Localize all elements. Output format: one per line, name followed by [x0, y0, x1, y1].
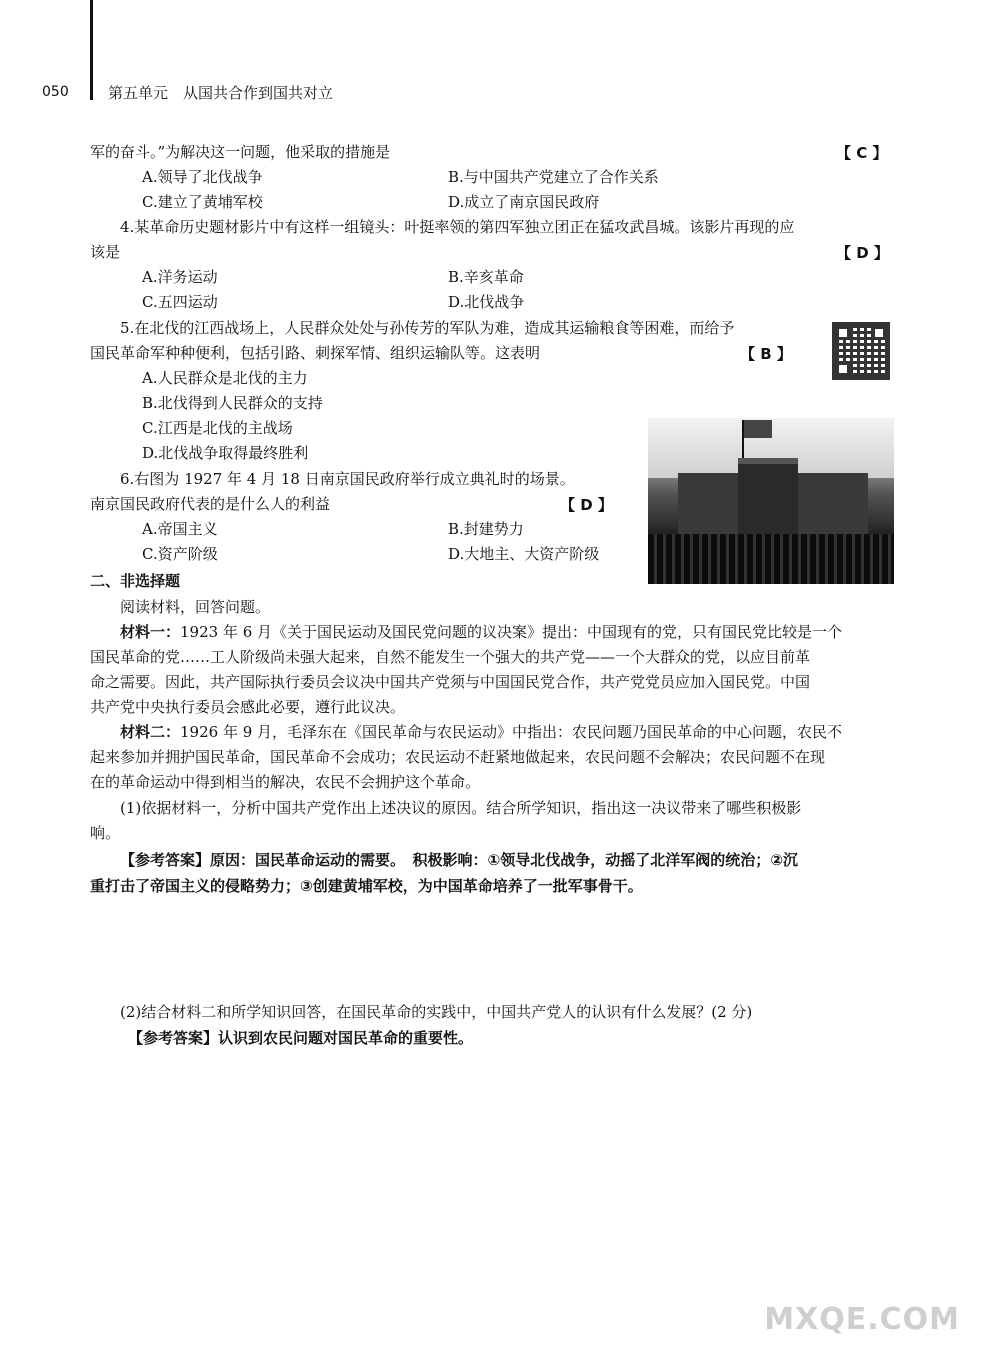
material1-label: 材料一：: [120, 623, 181, 641]
q6-stem-line2: 南京国民政府代表的是什么人的利益: [90, 495, 331, 513]
q4-option-d: D.北伐战争: [448, 293, 525, 311]
sub1-reference-answer-line2: 重打击了帝国主义的侵略势力；③创建黄埔军校，为中国革命培养了一批军事骨干。: [90, 877, 643, 895]
material1-line1: [120, 620, 842, 644]
unit-title: 第五单元 从国共合作到国共对立: [108, 84, 334, 102]
q6-option-d: D.大地主、大资产阶级: [448, 545, 600, 563]
material2-line2: 起来参加并拥护国民革命，国民革命不会成功；农民运动不赶紧地做起来，农民问题不会解决；农民问题不在现: [90, 748, 826, 766]
q4-answer: 【 D 】: [836, 244, 889, 262]
q4-stem-line1: 4.某革命历史题材影片中有这样一组镜头：叶挺率领的第四军独立团正在猛攻武昌城。该影片再现的应: [120, 218, 795, 236]
q3-option-d: D.成立了南京国民政府: [448, 193, 600, 211]
material1-text: 1923 年 6 月《关于国民运动及国民党问题的议决案》提出：中国现有的党，只有国民党比较是一个: [180, 623, 843, 641]
q4-stem-line2: 该是: [90, 243, 121, 261]
q5-option-c: C.江西是北伐的主战场: [142, 419, 293, 437]
q3-option-a: A.领导了北伐战争: [142, 168, 263, 186]
q6-answer: 【 D 】: [560, 496, 613, 514]
page-number: 050: [42, 84, 69, 100]
sub2-reference-answer: 【参考答案】认识到农民问题对国民革命的重要性。: [128, 1029, 474, 1047]
qr-code-image[interactable]: [832, 322, 890, 380]
nanjing-government-ceremony-photo: [648, 418, 894, 584]
q4-option-c: C.五四运动: [142, 293, 218, 311]
q5-option-b: B.北伐得到人民群众的支持: [142, 394, 323, 412]
material1-line2: 国民革命的党……工人阶级尚未强大起来，自然不能发生一个强大的共产党——一个大群众的党，以应目前革: [90, 648, 811, 666]
material1-line4: 共产党中央执行委员会感此必要，遵行此议决。: [90, 698, 406, 716]
material1-line3: 命之需要。因此，共产国际执行委员会议决中国共产党须与中国国民党合作，共产党党员应加入国民党。中国: [90, 673, 811, 691]
sub1-question-line1: (1)依据材料一，分析中国共产党作出上述决议的原因。结合所学知识，指出这一决议带来了哪些积极影: [120, 799, 802, 817]
section-intro: 阅读材料，回答问题。: [120, 598, 271, 616]
q5-option-a: A.人民群众是北伐的主力: [142, 369, 308, 387]
material2-text: 1926 年 9 月，毛泽东在《国民革命与农民运动》中指出：农民问题乃国民革命的中心问题，农民不: [180, 723, 843, 741]
q4-option-b: B.辛亥革命: [448, 268, 524, 286]
sub2-question: (2)结合材料二和所学知识回答，在国民革命的实践中，中国共产党人的认识有什么发展？(2 分): [120, 1003, 753, 1021]
material2-label: 材料二：: [120, 723, 181, 741]
q5-stem-line1: 5.在北伐的江西战场上，人民群众处处与孙传芳的军队为难，造成其运输粮食等困难，而给予: [120, 319, 735, 337]
q6-option-b: B.封建势力: [448, 520, 524, 538]
material2-line3: 在的革命运动中得到相当的解决，农民不会拥护这个革命。: [90, 773, 481, 791]
site-watermark: MXQE.COM: [764, 1302, 960, 1337]
q3-option-b: B.与中国共产党建立了合作关系: [448, 168, 659, 186]
q4-option-a: A.洋务运动: [142, 268, 218, 286]
material2-line1: [120, 720, 842, 744]
sub1-reference-answer-line1: 【参考答案】原因：国民革命运动的需要。 积极影响：①领导北伐战争，动摇了北洋军阀的统治；②沉: [120, 851, 798, 869]
q3-option-c: C.建立了黄埔军校: [142, 193, 263, 211]
q3-answer: 【 C 】: [836, 144, 888, 162]
section-heading: 二、非选择题: [90, 572, 181, 590]
q6-option-a: A.帝国主义: [142, 520, 218, 538]
q6-stem-line1: 6.右图为 1927 年 4 月 18 日南京国民政府举行成立典礼时的场景。: [120, 470, 575, 488]
header-vertical-rule: [90, 0, 93, 100]
q5-option-d: D.北伐战争取得最终胜利: [142, 444, 309, 462]
q6-option-c: C.资产阶级: [142, 545, 218, 563]
q5-answer: 【 B 】: [740, 345, 792, 363]
q5-stem-line2: 国民革命军种种便利，包括引路、刺探军情、组织运输队等。这表明: [90, 344, 541, 362]
q3-stem: 军的奋斗。”为解决这一问题，他采取的措施是: [90, 143, 391, 161]
sub1-question-line2: 响。: [90, 824, 121, 842]
